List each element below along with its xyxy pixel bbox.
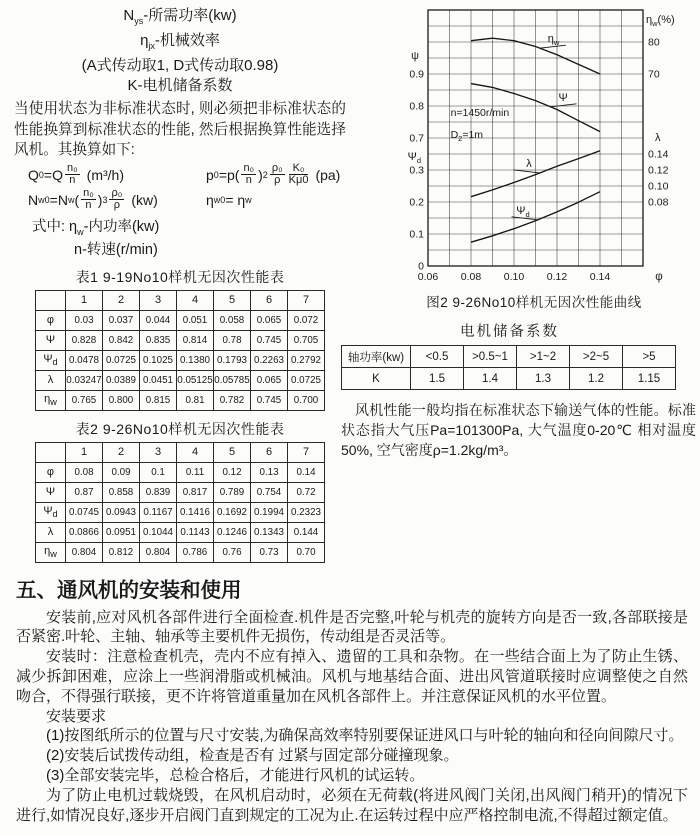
table-cell: 1.15 [623,368,676,390]
performance-table-2 [35,442,325,563]
series-label-leader [540,45,566,48]
x-tick-label: 0.14 [589,271,611,283]
axis-tick-label: 0.14 [648,148,669,161]
table-cell: 0.817 [177,482,214,502]
table-cell: 0.03 [66,310,103,330]
table-cell: 0.1167 [140,502,177,522]
table-cell: 0.786 [177,542,214,562]
table-cell: 0.1044 [140,522,177,542]
table-cell: 0.814 [177,330,214,350]
formula-text: Q [28,166,39,183]
fraction [65,163,80,187]
table-cell: 0.065 [251,370,288,390]
table-cell: 0.73 [251,542,288,562]
definition-text: K-电机储备系数 [127,77,233,94]
table-row [36,502,325,522]
definition-sub: ys [134,16,144,26]
table-cell: 0.0725 [288,370,325,390]
formula-row [14,188,346,212]
x-tick-label: 0.08 [460,271,482,283]
formula-eta [206,192,252,208]
table-cell: 7 [288,290,325,310]
table-row [36,350,325,370]
definition-text: (A式传动取1, D式传动取0.98) [81,57,279,74]
section-paragraph: (1)按图纸所示的位置与尺寸安装,为确保高效率特别要保证进风口与叶轮的轴向和径向间隙尺寸。 [46,727,684,745]
section-paragraph: 安装前,应对风机各部件进行全面检查.机件是否完整,叶轮与机壳的旋转方向是否一致,各部联接是否紧密.叶轮、主轴、轴承等主要机件无损伤，传动组是否灵活等。 [16,608,688,646]
table-cell: 0.05125 [177,370,214,390]
formula-text: 式中: η [32,218,78,235]
table-row [36,542,325,562]
fraction [241,163,256,187]
table-cell: 0.76 [214,542,251,562]
table-cell: 0.0866 [66,522,103,542]
table-cell: 0.14 [288,462,325,482]
section-paragraph: 安装要求 [46,707,107,725]
table-cell: 0.1143 [177,522,214,542]
table-row [36,390,325,410]
row-header-cell: 轴功率(kw) [342,346,411,368]
table-cell: 0.037 [103,310,140,330]
axis-tick-label: 0.1 [409,228,424,241]
axis-tick-label: 0.2 [409,196,424,209]
table-row [36,482,325,502]
where-line-1 [32,215,346,237]
fraction-num: ρ₀ [111,186,123,199]
formula-text: =Q [43,166,63,183]
left-column [0,0,348,563]
x-tick-label: 0.10 [503,271,525,283]
fraction-num: K₀ [289,163,309,176]
row-header-cell: $\eta_w$ [36,390,66,410]
table-cell: 1.2 [570,368,623,390]
table-cell: 0.804 [66,542,103,562]
table-cell: 0.72 [288,482,325,502]
table-row [36,310,325,330]
table-cell: 0.828 [66,330,103,350]
table-row [36,442,325,462]
axis-tick-label: 0.10 [648,180,669,193]
formula-text: ( [74,191,80,208]
fraction [109,188,124,212]
table-cell: 0.1994 [251,502,288,522]
axis-tick-label: 0.8 [409,100,424,113]
eta-axis-label: $\eta_w(\%)$ [646,14,675,28]
formula-sub: w [67,194,75,205]
table-cell: 0.0943 [103,502,140,522]
table-cell: 0.0451 [140,370,177,390]
formula-sub: w0 [38,194,50,205]
motor-reserve-table [341,345,676,390]
formula-n [28,188,206,212]
definition-text: -所需功率(kw) [143,7,237,24]
axis-tick-label: 0.08 [648,196,669,209]
row-header-cell: K [342,368,411,390]
table-cell: 0.0389 [103,370,140,390]
section-paragraph: (2)安装后试拨传动组，检查是否有 过紧与固定部分碰撞现象。 [46,747,459,765]
table-cell: 0.745 [251,330,288,350]
row-header-cell [36,290,66,310]
x-tick-label: 0.12 [546,271,568,283]
formula-text: N [28,191,39,208]
symbol-definitions [14,6,346,96]
table-cell: 0.815 [140,390,177,410]
definition-line [14,76,346,96]
table-cell: >5 [623,346,676,368]
table-cell: 0.0478 [66,350,103,370]
table-cell: 5 [214,442,251,462]
fraction-num: n₀ [83,186,94,199]
table-cell: <0.5 [411,346,464,368]
formula-unit: (pa) [315,166,341,183]
axis-tick-label: 0.12 [648,164,669,177]
where-line-2: n-转速(r/min) [74,241,158,258]
axis-tick-label: 0.3 [409,164,424,177]
performance-table-1 [35,290,325,411]
formula-unit: (m³/h) [86,166,124,183]
table-cell: 0.05785 [214,370,251,390]
table-cell: 0.08 [66,462,103,482]
table-cell: 0.12 [214,462,251,482]
table-cell: 2 [103,290,140,310]
x-axis-label: φ [655,271,663,283]
axis-tick-label: 70 [648,68,660,81]
formula-sub: 0 [38,169,44,180]
fraction-den: n [85,199,92,212]
formula-sub: 0 [213,169,219,180]
fraction [270,163,285,187]
definition-text: η [140,32,149,49]
formula-unit: (kw) [131,191,158,208]
table-cell: 0.858 [103,482,140,502]
definition-line [14,56,346,76]
table-cell: 0.1416 [177,502,214,522]
row-header-cell: Ψ [36,482,66,502]
formula-text: = η [225,191,246,208]
table-cell: 0.765 [66,390,103,410]
table-cell: 0.0951 [103,522,140,542]
definition-text: -机械效率 [154,32,220,49]
row-header-cell [36,442,66,462]
psid-axis-label: $\Psi_d$ [407,151,421,165]
annotation-diameter: $D_2=1m$ [450,129,484,143]
table-cell: 0.1 [140,462,177,482]
table-cell: 0.2263 [251,350,288,370]
table-cell: 0.705 [288,330,325,350]
table-cell: 0.065 [251,310,288,330]
table-cell: 1.4 [464,368,517,390]
table-cell: 5 [214,290,251,310]
table-cell: 0.1380 [177,350,214,370]
row-header-cell: Ψ [36,330,66,350]
series-label: $\Psi_d$ [516,204,530,219]
section-paragraph: (3)全部安装完毕，总检合格后，才能进行风机的试运转。 [46,766,425,784]
table-cell: >0.5~1 [464,346,517,368]
table-cell: 0.1692 [214,502,251,522]
table-cell: 0.144 [288,522,325,542]
row-header-cell: $\Psi_d$ [36,350,66,370]
formula-row [14,163,346,187]
table-cell: 0.11 [177,462,214,482]
table2-title: 表2 9-26No10样机无因次性能表 [75,420,285,437]
series-label: λ [526,157,532,170]
table-cell: 7 [288,442,325,462]
table-cell: 3 [140,290,177,310]
row-header-cell: λ [36,370,66,390]
table-cell: 4 [177,290,214,310]
fraction [289,163,309,187]
definition-line [14,31,346,56]
table-cell: 0.81 [177,390,214,410]
table-cell: 0.800 [103,390,140,410]
fraction-den: ρ [113,199,121,212]
section-paragraph: 安装时：注意检查机壳，壳内不应有掉入、遗留的工具和杂物。在一些结合面上为了防止生锈、减少拆卸困难，应涂上一些润滑脂或机械油。风机与地基结合面、进出风管道联接时应调整使之自然吻合，不得强行联接，更不许将管道重量加在风机各部件上。并注意保证风机的水平位置。 [16,648,688,705]
table-row [36,290,325,310]
axis-tick-label: 0 [418,260,424,273]
section-heading: 五、通风机的安装和使用 [16,578,242,602]
table-cell: 0.1793 [214,350,251,370]
table-cell: 0.1246 [214,522,251,542]
definition-text: N [123,7,135,24]
table-cell: 0.1343 [251,522,288,542]
table-cell: 0.072 [288,310,325,330]
row-header-cell: φ [36,462,66,482]
table-cell: 0.044 [140,310,177,330]
formula-text: -内功率(kw) [83,218,160,235]
formula-text: =N [49,191,68,208]
formula-text: ) [258,166,263,183]
definition-line [14,6,346,31]
series-label: $\eta_w$ [547,33,560,48]
table-cell: 0.745 [251,390,288,410]
table-cell: 0.87 [66,482,103,502]
row-header-cell: φ [36,310,66,330]
axis-tick-label: 0.7 [409,132,424,145]
conversion-formulas [14,163,346,259]
table-cell: 6 [251,442,288,462]
table-cell: 0.842 [103,330,140,350]
table-row [36,330,325,350]
psi-axis-label: ψ [411,50,419,62]
series-label-leader [514,170,540,173]
table-cell: 0.051 [177,310,214,330]
table-row [36,522,325,542]
table-cell: 0.804 [140,542,177,562]
formula-exp: 3 [102,194,108,205]
table-cell: 0.13 [251,462,288,482]
table-row [36,462,325,482]
figure-caption: 图2 9-26No10样机无因次性能曲线 [426,295,642,310]
formula-sub: w [77,226,84,237]
table-cell: 3 [140,442,177,462]
table-cell: 0.2323 [288,502,325,522]
axis-tick-label: 80 [648,36,660,49]
fraction-den: ρ [274,174,281,187]
table-row [342,346,676,368]
table-cell: 1 [66,442,103,462]
x-tick-label: 0.06 [417,271,439,283]
standard-state-note: 风机性能一般均指在标准状态下输送气体的性能。标准状态指大气压Pa=101300Pa, 大气温度0-20℃ 相对温度50%, 空气密度ρ=1.2kg/m³。 [341,402,696,458]
axis-tick-label: 0.9 [409,68,424,81]
formula-text: η [206,191,214,208]
formula-exp: 2 [262,169,268,180]
fraction-den: Kμ0 [288,174,309,187]
definition-sub: jx [148,41,155,51]
installation-section [0,563,700,826]
table-cell: 2 [103,442,140,462]
table-cell: 0.754 [251,482,288,502]
table-cell: 0.812 [103,542,140,562]
table-cell: 0.03247 [66,370,103,390]
table-cell: 0.0725 [103,350,140,370]
table1-title: 表1 9-19No10样机无因次性能表 [75,268,285,285]
table-cell: 4 [177,442,214,462]
table-cell: 0.70 [288,542,325,562]
lambda-axis-label: λ [655,132,661,144]
table-cell: 0.1025 [140,350,177,370]
right-column [341,0,700,563]
table-cell: 0.835 [140,330,177,350]
formula-sub: w [245,194,252,205]
table-row [36,370,325,390]
motor-table-title: 电机储备系数 [460,324,559,340]
fraction-num: n₀ [243,161,255,174]
table-cell: 0.0745 [66,502,103,522]
annotation-speed: n=1450r/min [450,107,510,119]
table-cell: 0.789 [214,482,251,502]
table-cell: 0.78 [214,330,251,350]
formula-text: ) [97,191,103,208]
table-cell: 0.058 [214,310,251,330]
row-header-cell: λ [36,522,66,542]
intro-paragraph: 当使用状态为非标准状态时, 则必须把非标准状态的性能换算到标准状态的性能, 然后根据换算性能选择风机。其换算如下: [14,101,346,158]
table-cell: >2~5 [570,346,623,368]
table-cell: 0.09 [103,462,140,482]
fraction-den: n [69,174,76,187]
performance-chart-figure [398,2,698,290]
row-header-cell: $\Psi_d$ [36,502,66,522]
formula-q [28,163,206,187]
fraction-num: n₀ [66,161,78,174]
section-paragraph: 为了防止电机过载烧毁，在风机启动时，必须在无荷载(将进风阀门关闭,出风阀门稍开)的情况下进行,如情况良好,逐步开启阀门直到规定的工况为止.在运转过程中应严格控制电流,不得超过额定值。 [16,786,688,824]
table-cell: 1.5 [411,368,464,390]
series-label-leader [551,104,577,107]
series-label: Ψ [558,91,568,104]
table-cell: 6 [251,290,288,310]
table-cell: 0.782 [214,390,251,410]
table-cell: 1.3 [517,368,570,390]
fraction-num: ρ₀ [271,161,283,174]
table-cell: >1~2 [517,346,570,368]
table-cell: 0.839 [140,482,177,502]
motor-reserve-block [348,320,700,390]
formula-text: p [206,166,214,183]
formula-text: =p( [218,166,240,183]
row-header-cell: $\eta_w$ [36,542,66,562]
fraction-den: n [245,174,252,187]
figure-2-block [398,2,698,311]
formula-sub: w0 [213,194,226,205]
table-cell: 1 [66,290,103,310]
fraction [81,188,96,212]
table-row [342,368,676,390]
formula-p [206,163,340,187]
table-cell: 0.700 [288,390,325,410]
table-cell: 0.2792 [288,350,325,370]
